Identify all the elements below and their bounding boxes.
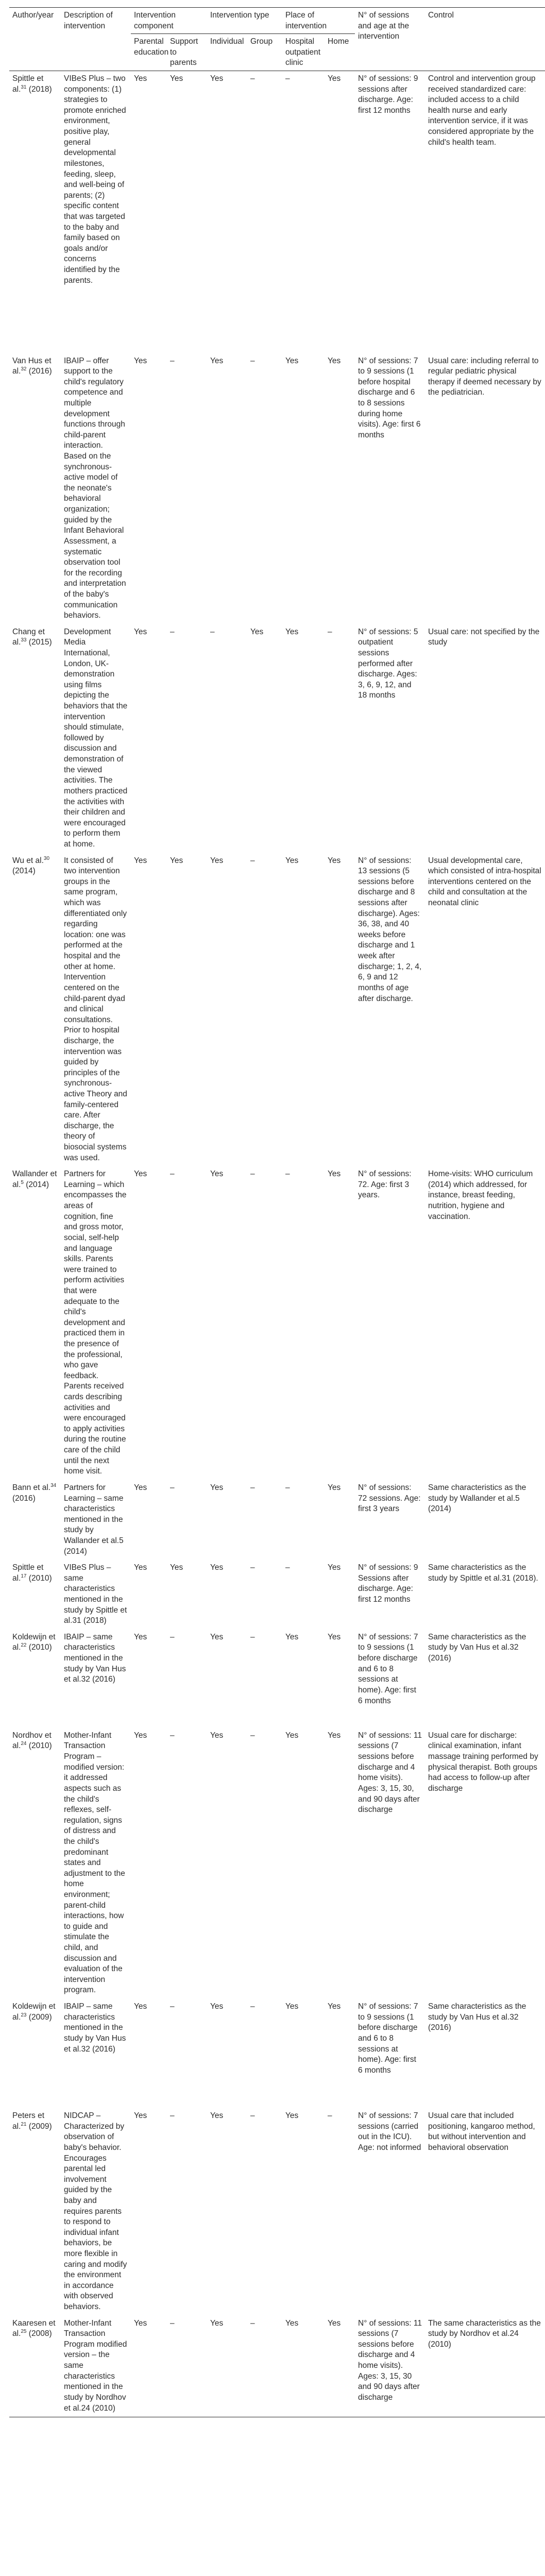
cell-description: Partners for Learning – which encompasses the areas of cognition, fine and gross motor, social, self-help and language skills. Parents were trained to perform activities that were adequate to the child's development and practiced them in the presence of the professional, who gave feedback. Parents received cards describing activities and were encouraged to apply activities during the routine care of the child until the next home visit. [64,1170,127,1476]
cell-control: Usual care: not specified by the study [428,627,540,647]
cell-parental-education: Yes [134,1632,147,1641]
cell-control: Same characteristics as the study by Spittle et al.31 (2018). [428,1563,538,1583]
cell-sessions: N° of sessions: 72 sessions. Age: first 3 years [358,1483,421,1514]
cell-hospital-clinic: – [285,1483,290,1492]
cell-home: Yes [325,2316,355,2417]
reference-number: 21 [21,2121,27,2127]
publication-year: (2010) [26,1643,52,1652]
cell-control: The same characteristics as the study by Nordhov et al.24 (2010) [425,2316,545,2417]
cell-group: Yes [250,627,264,636]
table-row [9,1630,545,1728]
reference-number: 31 [21,84,27,90]
cell-hospital-clinic: Yes [285,2111,299,2121]
cell-author-year [9,1630,61,1728]
cell-individual: Yes [210,1563,224,1572]
header-home: Home [325,34,355,71]
header-group: Group [247,34,282,71]
publication-year: (2010) [26,1741,52,1751]
cell-author-year [9,1560,61,1630]
cell-sessions: N° of sessions: 7 to 9 sessions (1 before hospital discharge and 6 to 8 sessions during home visits). Age: first 6 months [358,356,421,439]
cell-description: VIBeS Plus – two components: (1) strategies to promote enriched environment, positive play, general developmental milestones, feeding, sleep, and well-being of parents; (2) specific content that was targeted to the baby and family based on goals and/or concerns identified by the parents. [64,74,126,285]
cell-group: – [250,1731,255,1740]
header-support-parents: Support to parents [167,34,207,71]
cell-hospital-clinic: Yes [282,2316,325,2417]
cell-home: Yes [328,1563,341,1572]
author-name: Wu et al. [12,856,44,865]
cell-sessions: N° of sessions: 11 sessions (7 sessions before discharge and 4 home visits). Ages: 3, 15, 30, and 90 days after discharge [358,1731,422,1815]
cell-sessions: N° of sessions: 72. Age: first 3 years. [358,1170,412,1200]
cell-home: – [328,2111,332,2121]
cell-author-year [9,1166,61,1480]
publication-year: (2016) [12,1494,36,1503]
header-type: Intervention type [207,8,282,34]
cell-individual: Yes [210,1731,224,1740]
cell-support-parents: Yes [170,856,183,865]
cell-parental-education: Yes [134,2002,147,2011]
cell-group: – [250,1632,255,1641]
reference-number: 24 [21,1741,27,1747]
table-row [9,2108,545,2316]
cell-individual: – [210,627,215,636]
cell-support-parents: – [170,627,175,636]
cell-parental-education: Yes [134,74,147,83]
cell-hospital-clinic: Yes [285,356,299,365]
cell-individual: Yes [210,1632,224,1641]
reference-number: 32 [21,366,27,372]
cell-author-year [9,1480,61,1560]
reference-number: 17 [21,1573,27,1579]
header-hospital-clinic: Hospital outpatient clinic [282,34,325,71]
author-name: Spittle et al. [12,1563,44,1583]
cell-individual: Yes [210,1170,224,1179]
table-row [9,71,545,353]
table-row [9,853,545,1167]
cell-group: – [247,2316,282,2417]
table-row [9,1560,545,1630]
header-component: Intervention component [131,8,207,34]
header-description: Description of intervention [61,8,131,71]
author-name: Spittle et al. [12,74,44,94]
cell-description: VIBeS Plus – same characteristics mentioned in the study by Spittle et al.31 (2018) [64,1563,127,1625]
author-name: Peters et al. [12,2111,45,2131]
cell-individual: Yes [210,2111,224,2121]
publication-year: (2008) [26,2329,52,2338]
cell-support-parents: – [170,1483,175,1492]
cell-control: Usual care for discharge: clinical examination, infant massage training performed by physical therapist. Both groups had access to follow-up after discharge [428,1731,538,1793]
publication-year: (2018) [26,84,52,94]
cell-control: Same characteristics as the study by Van Hus et al.32 (2016) [428,2002,526,2032]
header-sessions: N° of sessions and age at the intervention [355,8,425,71]
cell-description: Mother-Infant Transaction Program modified version – the same characteristics mentioned in the study by Nordhov et al.24 (2010) [61,2316,131,2417]
author-name: Kaaresen et al. [12,2318,56,2338]
reference-number: 30 [43,855,50,861]
cell-author-year [9,624,61,853]
cell-hospital-clinic: – [285,1563,290,1572]
table-row [9,1728,545,1999]
header-author-year: Author/year [9,8,61,71]
cell-parental-education: Yes [134,1170,147,1179]
author-name: Koldewijn et al. [12,2002,56,2022]
studies-table [9,7,545,2417]
cell-individual: Yes [210,2002,224,2011]
cell-hospital-clinic: – [285,74,290,83]
table-row [9,624,545,853]
cell-home: – [328,627,332,636]
cell-sessions: N° of sessions: 9 sessions after discharge. Age: first 12 months [358,74,418,115]
cell-hospital-clinic: Yes [285,1731,299,1740]
table-body [9,71,545,2417]
table-header [9,8,545,71]
cell-sessions: N° of sessions: 7 to 9 sessions (1 before discharge and 6 to 8 sessions at home). Age: first 6 months [358,1632,418,1705]
cell-author-year [9,71,61,353]
header-parental-education: Parental education [131,34,167,71]
cell-control: Home-visits: WHO curriculum (2014) which addressed, for instance, breast feeding, nutrition, hygiene and vaccination. [428,1170,533,1221]
author-name: Nordhov et al. [12,1731,52,1751]
cell-description: It consisted of two intervention groups in the same program, which was differentiated only regarding location: one was performed at the hospital and the other at home. Intervention centered on the child-parent dyad and clinical consultations. Prior to hospital discharge, the intervention was guided by principles of the synchronous-active Theory and family-centered care. After discharge, the theory of biosocial systems was used. [64,856,127,1162]
cell-hospital-clinic: Yes [285,627,299,636]
cell-support-parents: – [170,2002,175,2011]
cell-home: Yes [328,1731,341,1740]
cell-parental-education: Yes [134,1731,147,1740]
cell-group: – [250,2111,255,2121]
cell-hospital-clinic: Yes [285,2002,299,2011]
studies-table-container [9,7,545,2417]
cell-support-parents: – [170,1170,175,1179]
reference-number: 5 [21,1179,24,1185]
cell-hospital-clinic: Yes [285,1632,299,1641]
cell-control: Usual care: including referral to regular pediatric physical therapy if deemed necessary by the pediatrician. [428,356,541,397]
cell-control: Same characteristics as the study by Wallander et al.5 (2014) [428,1483,526,1514]
reference-number: 23 [21,2012,27,2018]
cell-group: – [250,1563,255,1572]
cell-support-parents: Yes [170,1563,183,1572]
cell-support-parents: – [170,1632,175,1641]
cell-description: Partners for Learning – same characteristics mentioned in the study by Wallander et al.5 (2014) [64,1483,124,1556]
author-name: Wallander et al. [12,1170,57,1189]
reference-number: 34 [50,1482,57,1488]
cell-description: IBAIP – offer support to the child's regulatory competence and multiple development functions through child-parent interaction. Based on the synchronous-active model of the neonate's behavioral organization; guided by the Infant Behavioral Assessment, a systematic observation tool for the recording and interpretation of the baby's communication behaviors. [64,356,126,620]
cell-author-year [9,1999,61,2108]
cell-author-year [9,853,61,1167]
cell-description: Development Media International, London, UK- demonstration using films depicting the behaviors that the intervention should stimulate, followed by discussion and demonstration of the viewed activities. The mothers practiced the activities with their children and were encouraged to perform them at home. [64,627,128,849]
cell-sessions: N° of sessions: 11 sessions (7 sessions before discharge and 4 home visits). Ages: 3, 15, 30 and 90 days after discharge [355,2316,425,2417]
cell-author-year [9,2108,61,2316]
cell-description: NIDCAP – Characterized by observation of baby's behavior. Encourages parental led involvement guided by the baby and requires parents to respond to individual infant behaviors, be more flexible in caring and modify the environment in accordance with observed behaviors. [64,2111,127,2312]
cell-sessions: N° of sessions: 9 Sessions after discharge. Age: first 12 months [358,1563,418,1604]
table-row [9,1480,545,1560]
cell-parental-education: Yes [134,356,147,365]
cell-group: – [250,856,255,865]
cell-control: Usual developmental care, which consisted of intra-hospital interventions centered on the child and consultation at the neonatal clinic [428,856,541,908]
cell-group: – [250,1483,255,1492]
publication-year: (2014) [12,867,36,876]
author-name: Bann et al. [12,1483,51,1492]
cell-home: Yes [328,1483,341,1492]
cell-description: IBAIP – same characteristics mentioned in the study by Van Hus et al.32 (2016) [64,1632,126,1684]
publication-year: (2009) [26,2012,52,2022]
cell-hospital-clinic: Yes [285,856,299,865]
cell-individual: Yes [210,1483,224,1492]
cell-home: Yes [328,856,341,865]
author-name: Koldewijn et al. [12,1632,56,1652]
publication-year: (2014) [23,1180,49,1189]
cell-description: Mother-Infant Transaction Program – modified version: it addressed aspects such as the child's reflexes, self-regulation, signs of distress and the child's predominant states and adjustment to the home environment; parent-child interactions, how to guide and stimulate the child, and discussion and evaluation of the intervention program. [64,1731,125,1995]
cell-group: – [250,1170,255,1179]
cell-support-parents: – [170,2111,175,2121]
cell-author-year [9,1728,61,1999]
cell-parental-education: Yes [134,2111,147,2121]
cell-control: Usual care that included positioning, kangaroo method, but without intervention and behavioral observation [428,2111,535,2152]
cell-group: – [250,2002,255,2011]
reference-number: 25 [21,2329,27,2335]
cell-home: Yes [328,356,341,365]
cell-home: Yes [328,1170,341,1179]
publication-year: (2009) [26,2122,52,2131]
table-row [9,2316,545,2417]
reference-number: 33 [21,637,27,643]
cell-parental-education: Yes [134,1563,147,1572]
publication-year: (2010) [26,1573,52,1583]
cell-sessions: N° of sessions: 7 to 9 sessions (1 before discharge and 6 to 8 sessions at home). Age: first 6 months [358,2002,418,2075]
author-name: Chang et al. [12,627,45,647]
cell-sessions: N° of sessions: 7 sessions (carried out in the ICU). Age: not informed [358,2111,421,2152]
table-row [9,1999,545,2108]
table-row [9,353,545,624]
reference-number: 22 [21,1642,27,1649]
header-control: Control [425,8,545,71]
cell-individual: Yes [210,856,224,865]
cell-support-parents: – [167,2316,207,2417]
cell-support-parents: – [170,1731,175,1740]
cell-sessions: N° of sessions: 5 outpatient sessions performed after discharge. Ages: 3, 6, 9, 12, and 18 months [358,627,418,700]
cell-home: Yes [328,2002,341,2011]
cell-description: IBAIP – same characteristics mentioned in the study by Van Hus et al.32 (2016) [64,2002,126,2054]
cell-hospital-clinic: – [285,1170,290,1179]
cell-support-parents: Yes [170,74,183,83]
author-name: Van Hus et al. [12,356,52,376]
cell-parental-education: Yes [134,627,147,636]
cell-control: Same characteristics as the study by Van Hus et al.32 (2016) [428,1632,526,1663]
publication-year: (2016) [26,367,52,376]
table-row [9,1166,545,1480]
cell-author-year [9,2316,61,2417]
cell-control: Control and intervention group received standardized care: included access to a child health nurse and early intervention service, if it was considered appropriate by the child's health team. [428,74,536,147]
cell-parental-education: Yes [134,1483,147,1492]
cell-parental-education: Yes [134,856,147,865]
cell-group: – [250,356,255,365]
cell-parental-education: Yes [131,2316,167,2417]
cell-sessions: N° of sessions: 13 sessions (5 sessions before discharge and 8 sessions after discharge). Ages: 36, 38, and 40 weeks before discharge and 1 week after discharge; 1, 2, 4, 6, 9 and 12 months of age after discharge. [358,856,422,1003]
header-place: Place of intervention [282,8,355,34]
cell-individual: Yes [210,74,224,83]
cell-author-year [9,353,61,624]
cell-support-parents: – [170,356,175,365]
publication-year: (2015) [26,638,52,647]
cell-individual: Yes [210,356,224,365]
cell-home: Yes [328,74,341,83]
header-individual: Individual [207,34,247,71]
cell-individual: Yes [207,2316,247,2417]
cell-home: Yes [328,1632,341,1641]
cell-group: – [250,74,255,83]
